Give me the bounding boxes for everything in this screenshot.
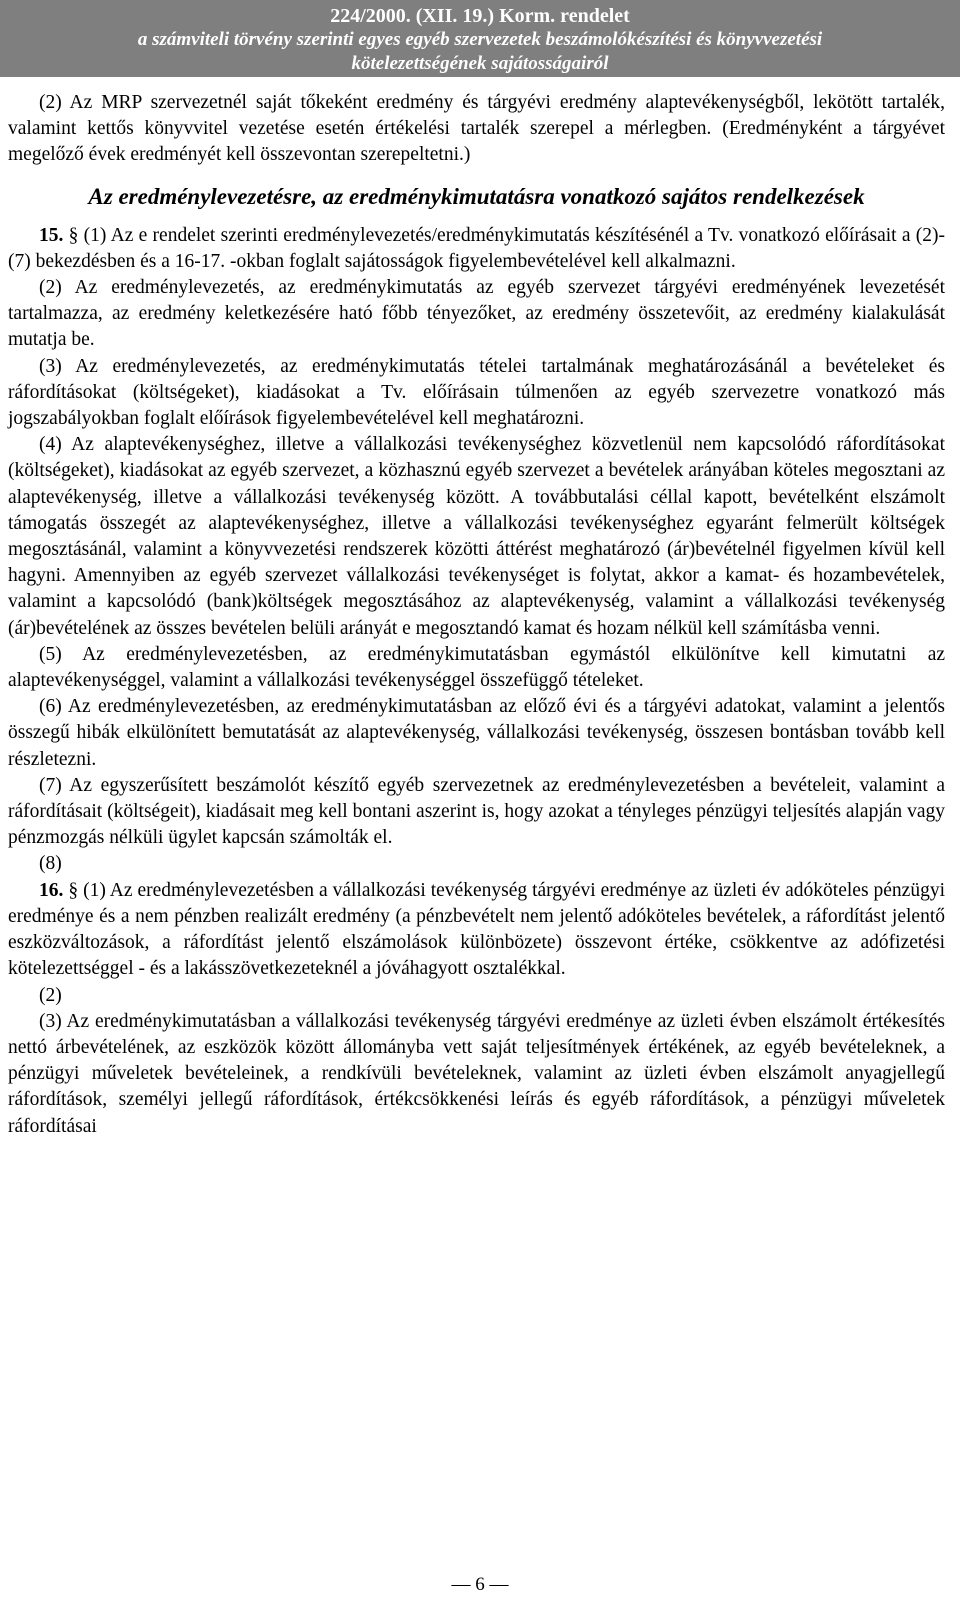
- header-subtitle-line2: kötelezettségének sajátosságairól: [351, 53, 609, 74]
- header-subtitle-line1: a számviteli törvény szerinti egyes egyéb szervezetek beszámolókészítési és könyvvezetési: [137, 29, 823, 50]
- section-heading: Az eredménylevezetésre, az eredménykimutatásra vonatkozó sajátos rendelkezések: [88, 183, 865, 209]
- section-15-paragraph-3: (3) Az eredménylevezetés, az eredménykimutatás tételei tartalmának meghatározásánál a bevételeket és ráfordításokat (költségeket), kiadásokat a Tv. előírásain túlmenően az egyéb szervezetre vonatkozó más jogszabályokban foglalt előírások figyelembevételével kell meghatározni.: [8, 355, 945, 430]
- section-mark-icon: §: [68, 224, 79, 246]
- section-16-paragraph-1-text: (1) Az eredménylevezetésben a vállalkozási tevékenység tárgyévi eredménye az üzleti év adóköteles pénzügyi eredménye és a nem pénzben realizált eredmény (a pénzbevételt nem jelentő adóköteles bevételek, a ráfordítást jelentő eszközváltozások, a ráfordítást jelentő elszámolások különbözete) összevont értéke, csökkentve az adófizetési kötelezettséggel - és a lakásszövetkezeteknél a jóváhagyott osztalékkal.: [8, 879, 945, 980]
- section-15-paragraph-6: (6) Az eredménylevezetésben, az eredménykimutatásban az előző évi és a tárgyévi adatokat, valamint a jelentős összegű hibák elkülönített bemutatását az alaptevékenység, vállalkozási tevékenység, összesen bontásban tovább kell részletezni.: [8, 696, 945, 770]
- section-15-paragraph-1: [8, 223, 945, 275]
- header-decree-title: 224/2000. (XII. 19.) Korm. rendelet: [330, 5, 630, 27]
- section-15-paragraph-1-text: (1) Az e rendelet szerinti eredménylevezetés/eredménykimutatás készítésénél a Tv. vonatkozó előírásait a (2)-(7) bekezdésben és a 16-17. -okban foglalt sajátosságok figyelembevételével kell alkalmazni.: [8, 224, 946, 272]
- section-mark-icon: §: [68, 879, 79, 901]
- section-16-paragraph-3: (3) Az eredménykimutatásban a vállalkozási tevékenység tárgyévi eredménye az üzleti évben elszámolt értékesítés nettó árbevételének, az eszközök között állományba vett saját teljesítmények értékének, az egyéb bevételeknek, a pénzügyi műveletek bevételeinek, a rendkívüli bevételeknek, valamint az üzleti évben elszámolt anyagjellegű ráfordítások, személyi jellegű ráfordítások, értékcsökkenési leírás és egyéb ráfordítások, a pénzügyi műveletek ráfordításai: [8, 1010, 945, 1137]
- section-16-paragraph-2: (2): [39, 984, 62, 1006]
- section-15-paragraph-2: (2) Az eredménylevezetés, az eredménykimutatás az egyéb szervezet tárgyévi eredményének levezetését tartalmazza, az eredmény keletkezésére ható főbb tényezőket, az eredmény összetevőit, az eredmény kialakulását mutatja be.: [8, 277, 945, 351]
- section-16-paragraph-1: [8, 878, 945, 983]
- section-16-number: 16.: [39, 879, 64, 901]
- document-header: [0, 0, 960, 77]
- section-15-paragraph-7: (7) Az egyszerűsített beszámolót készítő egyéb szervezetnek az eredménylevezetésben a bevételeit, valamint a ráfordításait (költségeit), kiadásait meg kell bontani aszerint is, hogy azokat a tényleges pénzügyi teljesítés alapján vagy pénzmozgás nélküli ügylet kapcsán számolták el.: [8, 774, 945, 849]
- section-15-paragraph-5: (5) Az eredménylevezetésben, az eredménykimutatásban egymástól elkülönítve kell kimutatni az alaptevékenységgel, valamint a vállalkozási tevékenységgel összefüggő tételeket.: [8, 643, 945, 692]
- section-15-paragraph-8: (8): [39, 853, 62, 875]
- section-15-number: 15.: [39, 224, 64, 246]
- section-15-paragraph-4: (4) Az alaptevékenységhez, illetve a vállalkozási tevékenységhez közvetlenül nem kapcsolódó ráfordításokat (költségeket), kiadásokat az egyéb szervezet, a közhasznú egyéb szervezet a bevételek arányában köteles megosztani az alaptevékenység, illetve a vállalkozási tevékenység között. A továbbutalási céllal kapott, bevételként elszámolt támogatás összegét az alaptevékenységhez, illetve a vállalkozási tevékenységhez egyaránt felmerült költségek megosztásánál, valamint a könyvvezetési rendszerek közötti áttérést meghatározó (ár)bevételnél figyelmen kívül kell hagyni. Amennyiben az egyéb szervezet vállalkozási tevékenységet is folytat, akkor a kamat- és hozambevételek, valamint a kapcsolódó (bank)költségek megosztásához az alaptevékenység, valamint a vállalkozási tevékenység (ár)bevételének az összes bevételen belüli arányát e megosztandó kamat és hozam nélkül kell számításba venni.: [8, 434, 945, 639]
- page-number: — 6 —: [451, 1574, 509, 1595]
- paragraph-mrp: (2) Az MRP szervezetnél saját tőkeként eredmény és tárgyévi eredmény alaptevékenységből, lekötött tartalék, valamint kettős könyvvitel vezetése esetén értékelési tartalék szerepel a mérlegben. (Eredményként a tárgyévet megelőző évek eredményét kell összevontan szerepeltetni.): [8, 92, 945, 166]
- document-body: [8, 90, 945, 1140]
